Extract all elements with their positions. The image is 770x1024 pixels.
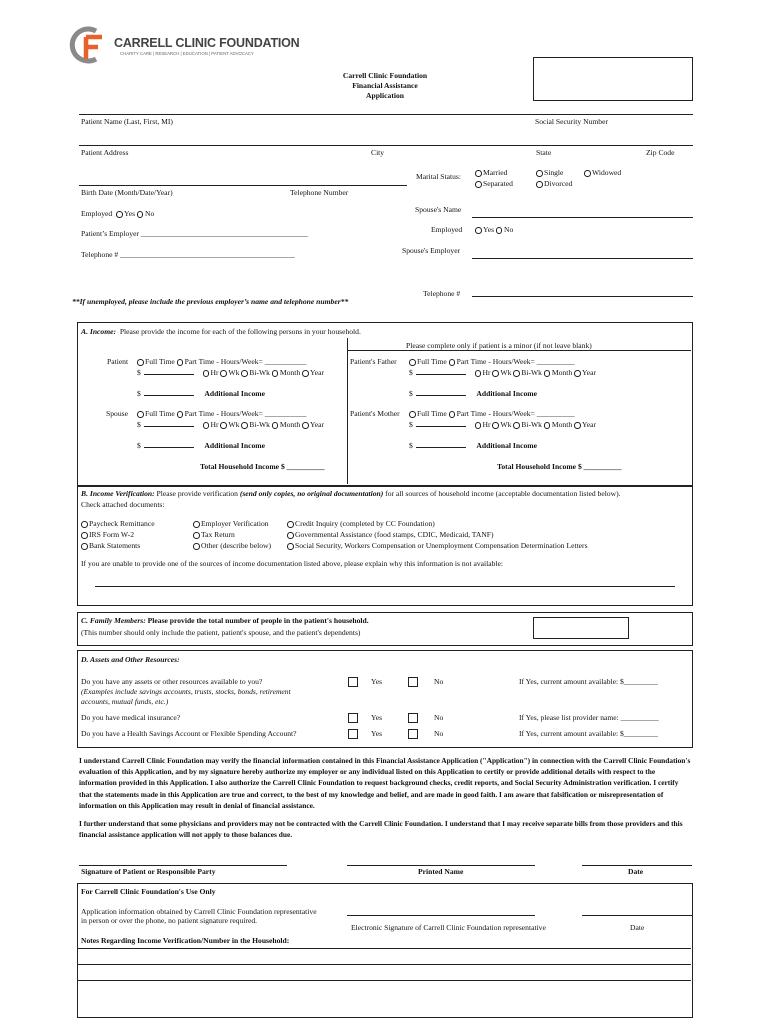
family-note: (This number should only include the patient, patient's spouse, and the patient's dependents) [81, 628, 361, 637]
radio-icon [287, 521, 294, 528]
wk-label: Wk [228, 368, 240, 377]
father-additional-field[interactable] [416, 395, 466, 396]
month-label: Month [279, 420, 301, 429]
radio-icon[interactable] [544, 422, 551, 429]
divorced-label: Divorced [544, 179, 573, 188]
separated-option[interactable] [475, 179, 513, 188]
year-label: Year [310, 420, 325, 429]
patient-name-label: Patient Name (Last, First, MI) [81, 117, 173, 126]
radio-icon[interactable] [177, 411, 184, 418]
patient-pay-row [137, 368, 324, 377]
radio-icon [475, 181, 482, 188]
title-line-3: Application [366, 91, 404, 100]
birth-date-label: Birth Date (Month/Date/Year) [81, 188, 173, 197]
total-income-left: Total Household Income $ __________ [200, 462, 325, 471]
yes-label: Yes [124, 209, 136, 218]
date-label: Date [628, 867, 644, 876]
mother-employment-type [409, 409, 575, 418]
radio-icon [584, 170, 591, 177]
spouse-name-rule [472, 217, 693, 218]
verification-text: Please provide verification [154, 489, 240, 498]
full-time-label: Full Time [417, 357, 447, 366]
assets-yes-checkbox[interactable] [348, 677, 358, 687]
logo-mark [68, 26, 110, 64]
full-time-label: Full Time [417, 409, 447, 418]
assets-amount-label: If Yes, current amount available: $_________ [519, 677, 658, 686]
hsa-yes-checkbox[interactable] [348, 729, 358, 739]
spouse-pay-row [137, 420, 324, 429]
separated-label: Separated [483, 179, 513, 188]
insurance-provider-label: If Yes, please list provider name: __________ [519, 713, 659, 722]
radio-icon [81, 521, 88, 528]
radio-icon[interactable] [475, 227, 482, 234]
hsa-no-checkbox[interactable] [408, 729, 418, 739]
notes-label: Notes Regarding Income Verification/Number in the Household: [81, 936, 290, 945]
minor-divider [347, 338, 348, 484]
radio-icon [287, 543, 294, 550]
no-label: No [434, 713, 444, 722]
radio-icon[interactable] [137, 411, 144, 418]
yes-label: Yes [371, 677, 383, 686]
radio-icon [81, 543, 88, 550]
spouse-employed-label: Employed [431, 225, 463, 234]
no-label: No [434, 677, 444, 686]
verification-heading-row [81, 489, 621, 498]
authorization-statement: I understand Carrell Clinic Foundation may verify the financial information contained in this Financial Assistance Application ("Application") in connection with the Carrell Clinic Foundation's evaluation of this Application, and by my signature hereby authorize my employer or any individual listed on this Application to certify or provide additional details with respect to the information provided in this Application. I also authorize the Carrell Clinic Foundation to request background checks, credit reports, and Social Security Administration verification. I certify that the statements made in this Application are true and correct, to the best of my knowledge and belief, and are made in good faith. I am aware that falsification or misrepresentation of information on this Application may result in denial of financial assistance. [79, 756, 691, 810]
no-label: No [144, 209, 155, 218]
father-amount-field[interactable] [416, 374, 466, 375]
dollar-sign: $ [137, 420, 141, 429]
patient-signature-label: Signature of Patient or Responsible Party [81, 867, 216, 876]
spouse-employer-rule [472, 258, 693, 259]
widowed-option[interactable] [584, 168, 621, 177]
radio-icon [475, 170, 482, 177]
part-time-label: Part Time - Hours/Week= ___________ [184, 357, 307, 366]
full-time-label: Full Time [145, 409, 175, 418]
assets-examples-2: accounts, mutual funds, etc.) [81, 697, 169, 706]
doc-bank[interactable] [81, 541, 140, 550]
dollar-sign: $ [137, 389, 141, 398]
spouse-employer-label: Spouse's Employer [402, 246, 461, 255]
doc-w2[interactable] [81, 530, 134, 539]
income-heading-text: Please provide the income for each of the following persons in your household. [119, 327, 361, 336]
radio-icon [193, 521, 200, 528]
spouse-additional-row [137, 441, 265, 450]
year-label: Year [582, 420, 597, 429]
spouse-telephone-label: Telephone # [423, 289, 461, 298]
patient-additional-row [137, 389, 265, 398]
patient-income-label: Patient [107, 357, 129, 366]
assets-question: Do you have any assets or other resources available to you? [81, 677, 263, 686]
dollar-sign: $ [409, 441, 413, 450]
office-info-line-1: Application information obtained by Carrell Clinic Foundation representative [81, 907, 317, 916]
month-label: Month [551, 368, 573, 377]
hr-label: Hr [482, 420, 491, 429]
radio-icon[interactable] [496, 227, 503, 234]
office-info-line-2: in person or over the phone, no patient signature required. [81, 916, 258, 925]
doc-label: Other (describe below) [201, 541, 272, 550]
spouse-employed-options [475, 225, 513, 234]
yes-label: Yes [371, 713, 383, 722]
minor-note: Please complete only if patient is a minor (if not leave blank) [406, 341, 592, 350]
mother-income-label: Patient's Mother [350, 409, 400, 418]
radio-icon[interactable] [449, 411, 456, 418]
spouse-name-label: Spouse's Name [415, 205, 462, 214]
radio-icon[interactable] [492, 422, 499, 429]
family-heading: C. Family Members: [81, 616, 146, 625]
radio-icon[interactable] [492, 370, 499, 377]
biwk-label: Bi-Wk [249, 368, 270, 377]
patient-employment-type [137, 357, 306, 366]
radio-icon[interactable] [513, 422, 520, 429]
radio-icon [287, 532, 294, 539]
radio-icon[interactable] [220, 370, 227, 377]
verification-copies-note: (send only copies, no original documentation) [239, 489, 384, 498]
mother-pay-row [409, 420, 596, 429]
radio-icon[interactable] [449, 359, 456, 366]
dollar-sign: $ [409, 420, 413, 429]
notes-line-2[interactable] [77, 964, 691, 965]
doc-label: Social Security, Workers Compensation or Unemployment Compensation Determination Letters [295, 541, 588, 550]
yes-label: Yes [483, 225, 495, 234]
radio-icon[interactable] [116, 211, 123, 218]
verification-text-end: for all sources of household income (acceptable documentation listed below). [383, 489, 621, 498]
radio-icon[interactable] [203, 370, 210, 377]
no-label: No [503, 225, 514, 234]
radio-icon [193, 532, 200, 539]
assets-no-checkbox[interactable] [408, 677, 418, 687]
office-use-heading: For Carrell Clinic Foundation's Use Only [81, 887, 216, 896]
doc-credit[interactable] [287, 519, 435, 528]
widowed-label: Widowed [592, 168, 622, 177]
no-label: No [434, 729, 444, 738]
name-rule [79, 114, 693, 115]
doc-employer[interactable] [193, 519, 269, 528]
employed-row: Employed Yes No [81, 209, 155, 218]
radio-icon[interactable] [272, 370, 279, 377]
radio-icon[interactable] [241, 422, 248, 429]
insurance-yes-checkbox[interactable] [348, 713, 358, 723]
explanation-field[interactable] [95, 586, 675, 587]
radio-icon[interactable] [177, 359, 184, 366]
doc-label: Governmental Assistance (food stamps, CDIC, Medicaid, TANF) [295, 530, 494, 539]
month-label: Month [551, 420, 573, 429]
radio-icon[interactable] [137, 359, 144, 366]
father-pay-row [409, 368, 596, 377]
radio-icon[interactable] [544, 370, 551, 377]
date-field[interactable] [582, 865, 692, 866]
mother-additional-row [409, 441, 537, 450]
address-rule [79, 145, 693, 146]
office-date-label: Date [630, 923, 645, 932]
unemployed-note: **If unemployed, please include the previous employer’s name and telephone number** [72, 297, 349, 306]
patient-additional-field[interactable] [144, 395, 194, 396]
yes-label: Yes [371, 729, 383, 738]
doc-label: Credit Inquiry (completed by CC Foundation) [295, 519, 435, 528]
state-label: State [536, 148, 552, 157]
income-heading: A. Income: [81, 327, 117, 336]
office-date-field[interactable] [582, 915, 692, 916]
part-time-label: Part Time - Hours/Week= __________ [456, 409, 575, 418]
doc-label: Tax Return [201, 530, 235, 539]
radio-icon[interactable] [220, 422, 227, 429]
married-label: Married [483, 168, 508, 177]
radio-icon[interactable] [203, 422, 210, 429]
providers-statement: I further understand that some physicians and providers may not be contracted with the Carrell Clinic Foundation. I understand that I may receive separate bills from those providers and this financial assistance application will not apply to those balances due. [79, 819, 683, 840]
spouse-additional-field[interactable] [144, 447, 194, 448]
total-income-right: Total Household Income $ __________ [497, 462, 622, 471]
biwk-label: Bi-Wk [521, 420, 542, 429]
radio-icon[interactable] [475, 370, 482, 377]
patient-signature-field[interactable] [79, 865, 287, 866]
marital-label: Marital Status: [416, 172, 461, 181]
biwk-label: Bi-Wk [249, 420, 270, 429]
mother-amount-field[interactable] [416, 426, 466, 427]
electronic-signature-label: Electronic Signature of Carrell Clinic Foundation representative [351, 923, 546, 932]
hr-label: Hr [482, 368, 491, 377]
father-employment-type [409, 357, 575, 366]
wk-label: Wk [500, 368, 512, 377]
dollar-sign: $ [137, 441, 141, 450]
radio-icon[interactable] [574, 370, 581, 377]
radio-icon [81, 532, 88, 539]
additional-income-label: Additional Income [204, 441, 265, 450]
printed-name-label: Printed Name [418, 867, 464, 876]
mother-additional-field[interactable] [416, 447, 466, 448]
notes-line-1[interactable] [77, 948, 691, 949]
wk-label: Wk [228, 420, 240, 429]
radio-icon [536, 170, 543, 177]
patient-telephone-label: Telephone # ______________________________________________ [81, 250, 295, 259]
unable-explanation-label: If you are unable to provide one of the sources of income documentation listed above, please explain why this information is not available: [81, 559, 503, 568]
doc-label: Bank Statements [89, 541, 141, 550]
insurance-question: Do you have medical insurance? [81, 713, 181, 722]
radio-icon [536, 181, 543, 188]
zip-label: Zip Code [646, 148, 675, 157]
radio-icon[interactable] [409, 411, 416, 418]
radio-icon[interactable] [137, 211, 144, 218]
doc-government[interactable] [287, 530, 494, 539]
spouse-income-label: Spouse [106, 409, 128, 418]
spouse-telephone-rule [472, 296, 693, 297]
doc-label: Employer Verification [201, 519, 269, 528]
insurance-no-checkbox[interactable] [408, 713, 418, 723]
patient-amount-field[interactable] [144, 374, 194, 375]
single-label: Single [544, 168, 564, 177]
full-time-label: Full Time [145, 357, 175, 366]
doc-paycheck[interactable] [81, 519, 155, 528]
father-income-label: Patient's Father [350, 357, 397, 366]
hsa-question: Do you have a Health Savings Account or Flexible Spending Account? [81, 729, 297, 738]
check-attached-label: Check attached documents: [81, 500, 165, 509]
city-label: City [371, 148, 385, 157]
part-time-label: Part Time - Hours/Week= ___________ [184, 409, 307, 418]
wk-label: Wk [500, 420, 512, 429]
minor-rule [347, 350, 691, 351]
radio-icon[interactable] [513, 370, 520, 377]
year-label: Year [582, 368, 597, 377]
spouse-employment-type [137, 409, 306, 418]
doc-social-security[interactable] [287, 541, 588, 550]
assets-examples-1: (Examples include savings accounts, trusts, stocks, bonds, retirement [81, 687, 291, 696]
telephone-number-label: Telephone Number [290, 188, 349, 197]
part-time-label: Part Time - Hours/Week= __________ [456, 357, 575, 366]
household-count-field[interactable] [533, 617, 629, 639]
birth-rule [79, 185, 407, 186]
doc-other[interactable] [193, 541, 271, 550]
additional-income-label: Additional Income [204, 389, 265, 398]
hsa-amount-label: If Yes, current amount available: $_________ [519, 729, 658, 738]
doc-label: Paycheck Remittance [89, 519, 155, 528]
logo-tagline: CHARITY CARE | RESEARCH | EDUCATION | PATIENT ADVOCACY [120, 51, 254, 56]
assets-heading: D. Assets and Other Resources: [81, 655, 180, 664]
logo-brand: CARRELL CLINIC FOUNDATION [114, 36, 300, 50]
radio-icon[interactable] [409, 359, 416, 366]
printed-name-field[interactable] [347, 865, 535, 866]
radio-icon[interactable] [574, 422, 581, 429]
address-label: Patient Address [81, 148, 129, 157]
spouse-amount-field[interactable] [144, 426, 194, 427]
single-option[interactable] [536, 168, 563, 177]
biwk-label: Bi-Wk [521, 368, 542, 377]
radio-icon[interactable] [272, 422, 279, 429]
additional-income-label: Additional Income [476, 441, 537, 450]
family-heading-row [81, 616, 369, 625]
patient-employer-label: Patient’s Employer ____________________________________________ [81, 229, 308, 238]
radio-icon[interactable] [302, 422, 309, 429]
divorced-option[interactable] [536, 179, 572, 188]
income-heading-row [81, 327, 361, 336]
verification-heading: B. Income Verification: [81, 489, 155, 498]
radio-icon[interactable] [241, 370, 248, 377]
radio-icon[interactable] [475, 422, 482, 429]
doc-tax[interactable] [193, 530, 235, 539]
dollar-sign: $ [409, 389, 413, 398]
office-use-section [77, 883, 693, 1018]
family-text: Please provide the total number of people in the patient's household. [145, 616, 369, 625]
ssn-label: Social Security Number [535, 117, 608, 126]
dollar-sign: $ [137, 368, 141, 377]
additional-income-label: Additional Income [476, 389, 537, 398]
title-line-1: Carrell Clinic Foundation [342, 71, 428, 80]
representative-signature-field[interactable] [347, 915, 535, 916]
month-label: Month [279, 368, 301, 377]
married-option[interactable] [475, 168, 507, 177]
doc-label: IRS Form W-2 [89, 530, 135, 539]
radio-icon[interactable] [302, 370, 309, 377]
hr-label: Hr [210, 368, 219, 377]
father-additional-row [409, 389, 537, 398]
title-line-2: Financial Assistance [352, 81, 418, 90]
office-stamp-box [533, 57, 693, 101]
hr-label: Hr [210, 420, 219, 429]
radio-icon [193, 543, 200, 550]
dollar-sign: $ [409, 368, 413, 377]
notes-line-3[interactable] [77, 980, 691, 981]
year-label: Year [310, 368, 325, 377]
